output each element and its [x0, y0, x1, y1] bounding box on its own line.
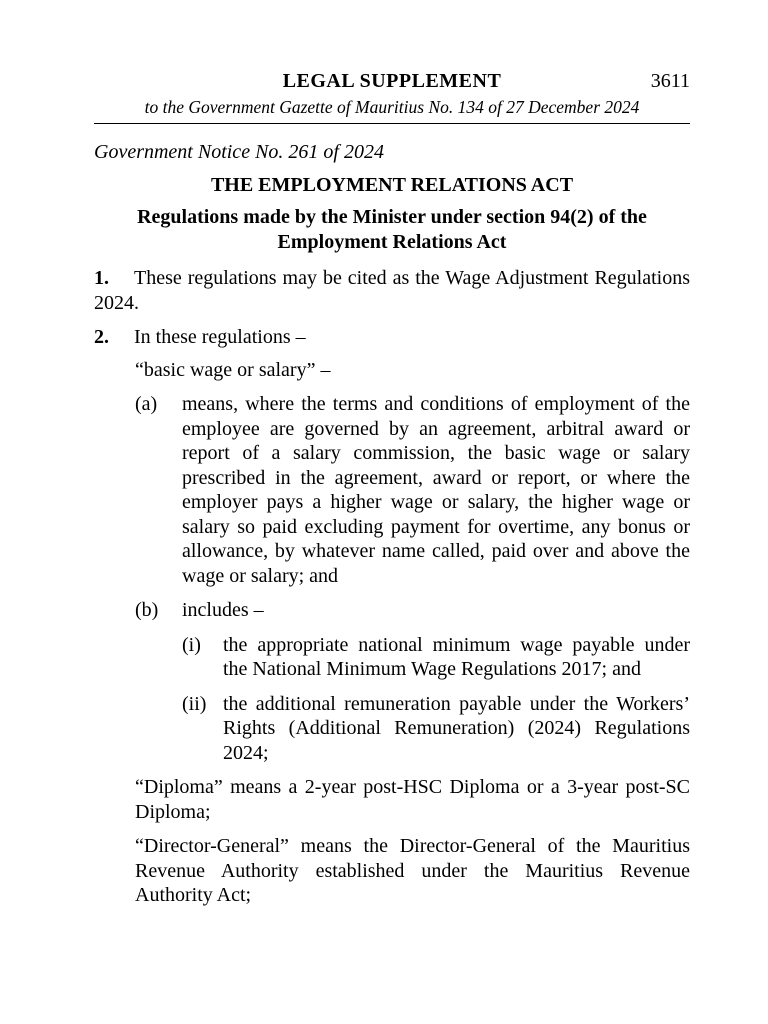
subparagraph-ii-text: the additional remuneration payable under the Workers’ Rights (Additional Remuneration) (2024) Regulations 2024; [223, 692, 690, 764]
paragraph-a [94, 392, 690, 588]
subparagraph-i-label: (i) [182, 633, 201, 656]
subparagraph-i-text: the appropriate national minimum wage payable under the National Minimum Wage Regulations 2017; and [223, 633, 690, 680]
subparagraph-i [94, 633, 690, 682]
act-title: THE EMPLOYMENT RELATIONS ACT [210, 173, 574, 196]
section-2-number: 2. [94, 326, 109, 348]
government-notice-number: Government Notice No. 261 of 2024 [94, 141, 384, 163]
supplement-title: LEGAL SUPPLEMENT [282, 70, 502, 92]
section-1 [94, 266, 690, 315]
paragraph-b [94, 598, 690, 623]
section-1-number: 1. [94, 267, 109, 289]
running-header [94, 67, 690, 95]
header-divider [94, 123, 690, 124]
gazette-reference: to the Government Gazette of Mauritius No. 134 of 27 December 2024 [144, 97, 640, 117]
paragraph-b-label: (b) [135, 599, 159, 621]
definition-director-general: “Director-General” means the Director-General of the Mauritius Revenue Authority established under the Mauritius Revenue Authority Act; [135, 835, 690, 906]
subparagraph-ii [94, 692, 690, 766]
paragraph-a-text: means, where the terms and conditions of employment of the employee are governed by an agreement, arbitral award or report of a salary commission, the basic wage or salary prescribed in the agreement, award or report, or where the employer pays a higher wage or salary, the higher wage or salary so paid excluding payment for overtime, any bonus or allowance, by whatever name called, paid over and above the wage or salary; and [182, 393, 690, 587]
subparagraph-ii-label: (ii) [182, 692, 207, 715]
page-number: 3611 [650, 70, 690, 92]
regulations-heading: Regulations made by the Minister under section 94(2) of the Employment Relations Act [137, 206, 647, 253]
section-1-text: These regulations may be cited as the Wage Adjustment Regulations 2024. [94, 267, 690, 314]
paragraph-b-text: includes – [182, 599, 264, 621]
section-2-intro-text: In these regulations – [134, 326, 306, 348]
definition-basic-wage-term: “basic wage or salary” – [135, 358, 331, 381]
section-2-intro [94, 325, 690, 350]
definition-diploma: “Diploma” means a 2-year post-HSC Diploma or a 3-year post-SC Diploma; [135, 776, 690, 823]
paragraph-a-label: (a) [135, 393, 158, 415]
document-body [94, 140, 690, 918]
